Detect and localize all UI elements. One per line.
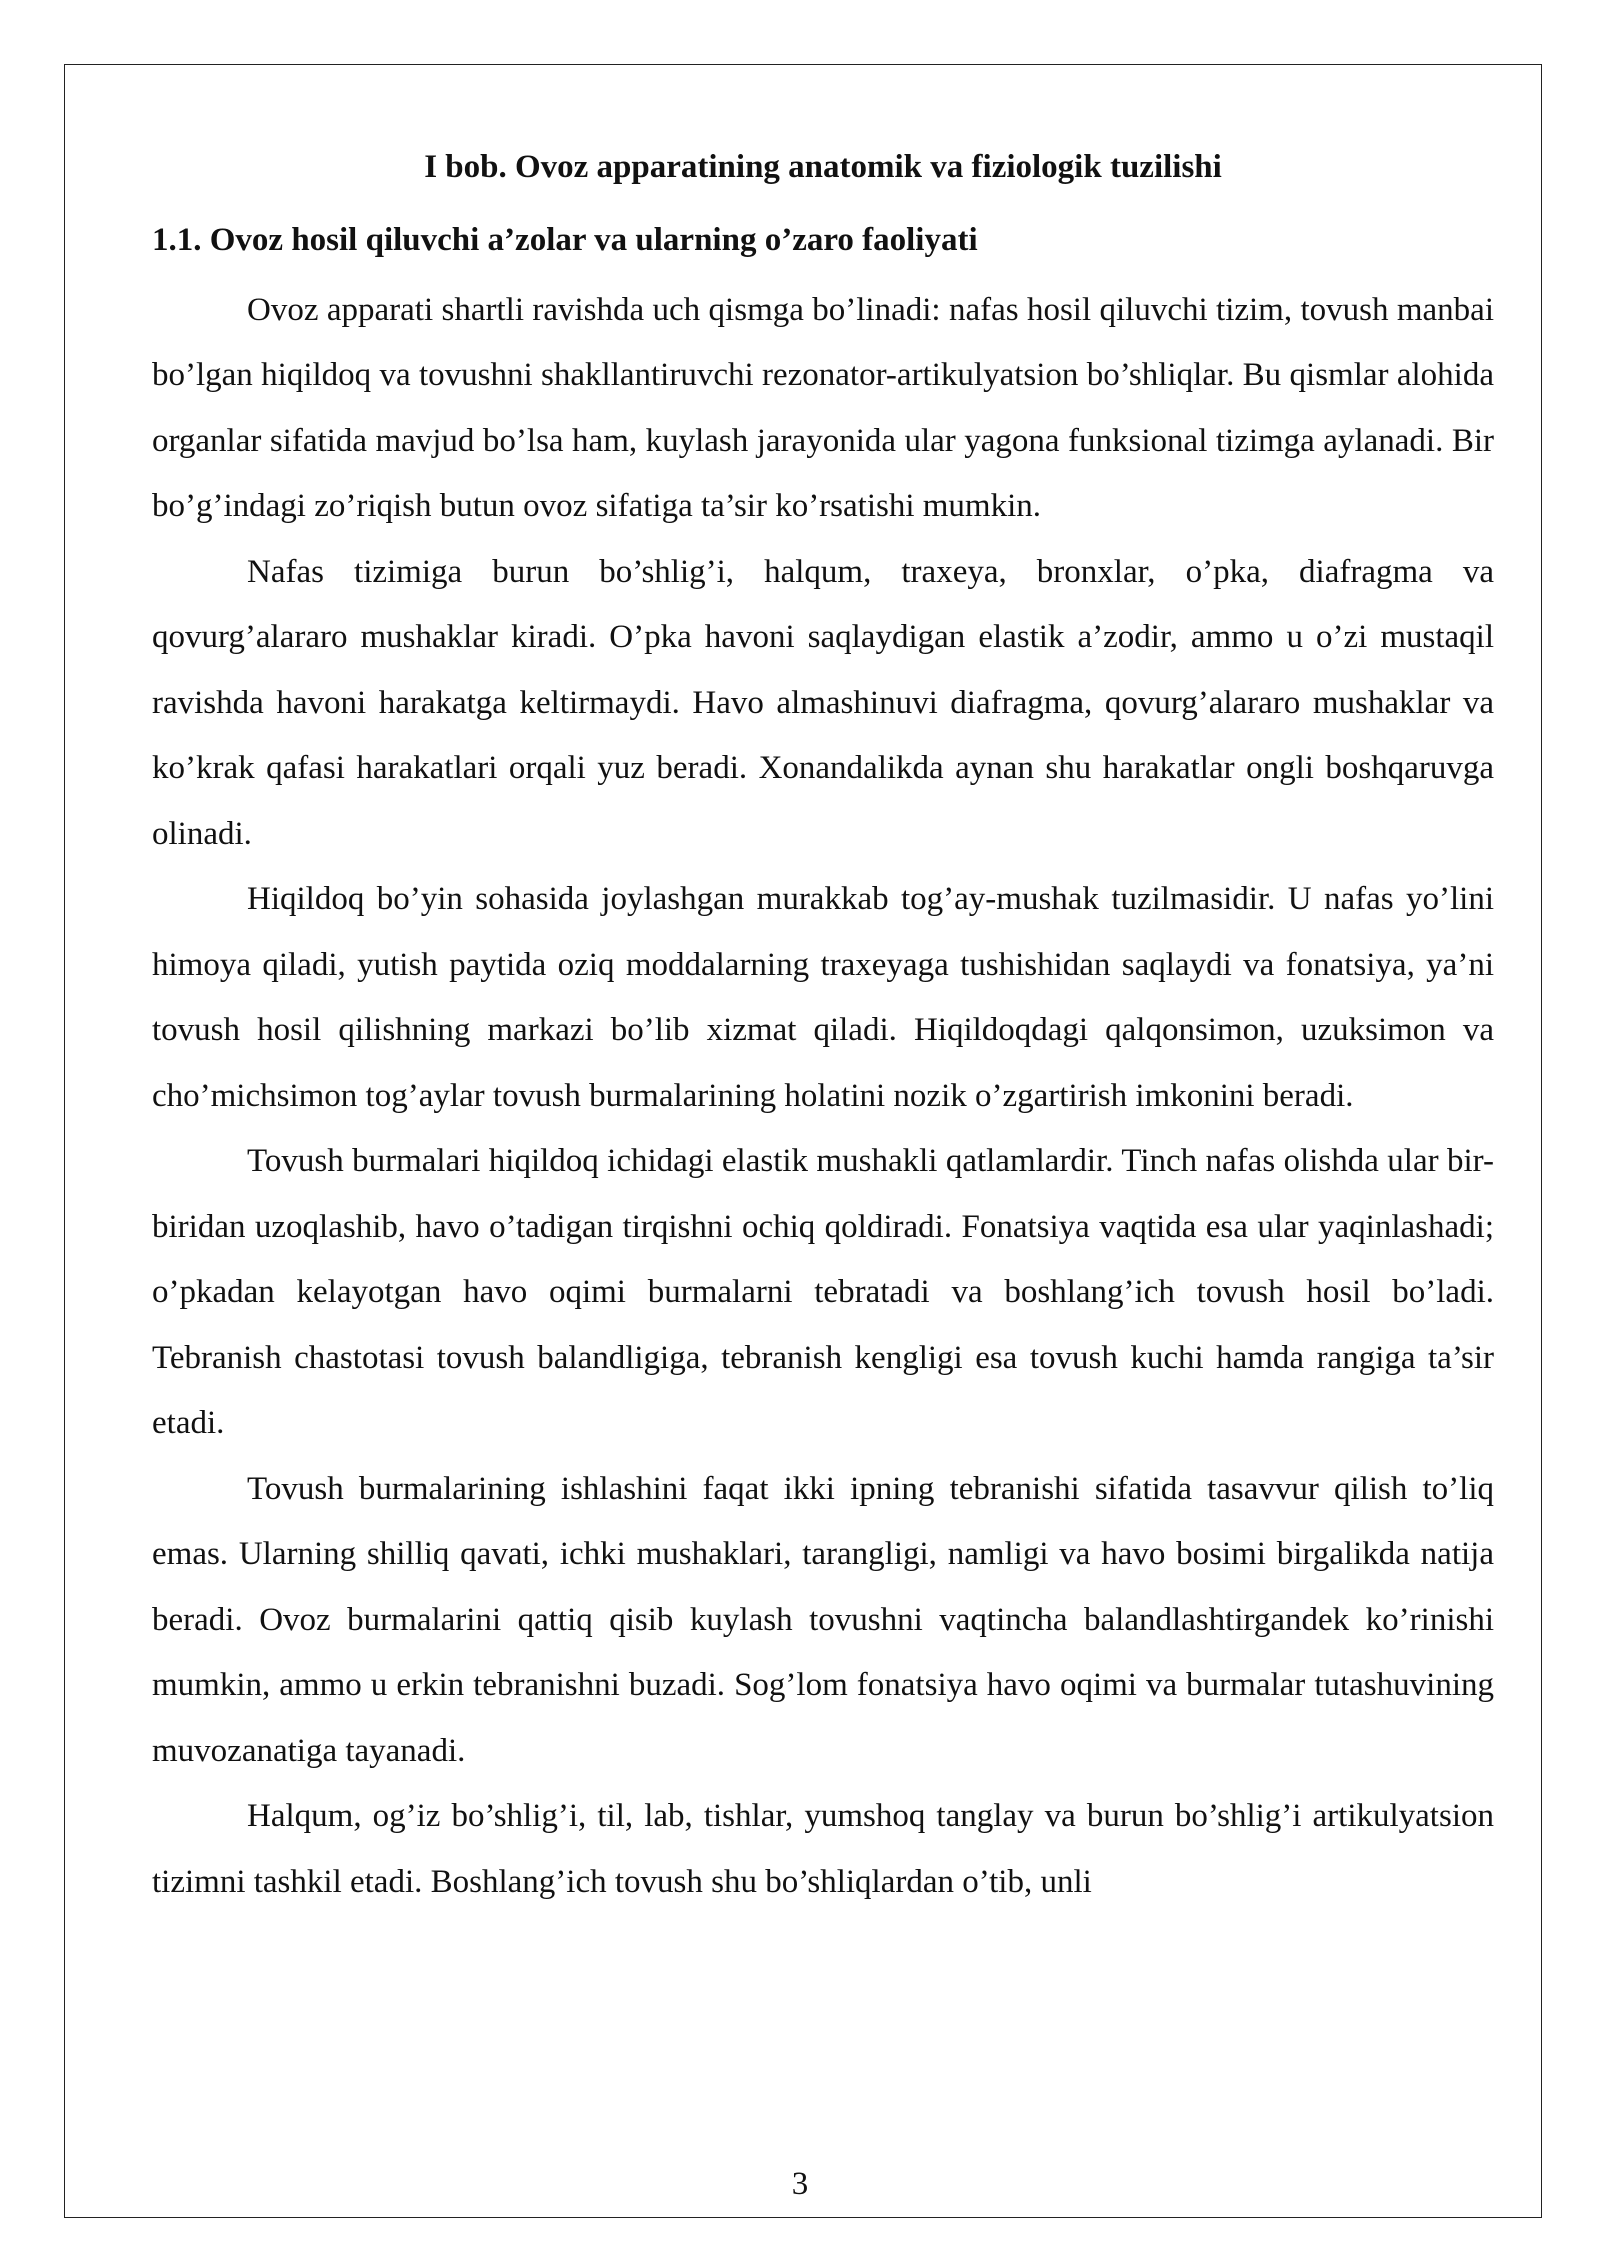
body-paragraph-4: Tovush burmalari hiqildoq ichidagi elastik mushakli qatlamlardir. Tinch nafas olishda ular bir-biridan uzoqlashib, havo o’tadigan tirqishni ochiq qoldiradi. Fonatsiya vaqtida esa ular yaqinlashadi; o’pkadan kelayotgan havo oqimi burmalarni tebratadi va boshlang’ich tovush hosil bo’ladi. Tebranish chastotasi tovush balandligiga, tebranish kengligi esa tovush kuchi hamda rangiga ta’sir etadi. [152, 1143, 1494, 1442]
chapter-title: I bob. Ovoz apparatining anatomik va fiziologik tuzilishi [424, 149, 1222, 185]
page-content [152, 146, 1494, 1915]
page-number: 3 [791, 2166, 809, 2202]
body-paragraph-2: Nafas tizimiga burun bo’shlig’i, halqum, traxeya, bronxlar, o’pka, diafragma va qovurg’alararo mushaklar kiradi. O’pka havoni saqlaydigan elastik a’zodir, ammo u o’zi mustaqil ravishda havoni harakatga keltirmaydi. Havo almashinuvi diafragma, qovurg’alararo mushaklar va ko’krak qafasi harakatlari orqali yuz beradi. Xonandalikda aynan shu harakatlar ongli boshqaruvga olinadi. [152, 553, 1494, 852]
body-paragraph-5: Tovush burmalarining ishlashini faqat ikki ipning tebranishi sifatida tasavvur qilish to’liq emas. Ularning shilliq qavati, ichki mushaklari, tarangligi, namligi va havo bosimi birgalikda natija beradi. Ovoz burmalarini qattiq qisib kuylash tovushni vaqtincha balandlashtirgandek ko’rinishi mumkin, ammo u erkin tebranishni buzadi. Sog’lom fonatsiya havo oqimi va burmalar tutashuvining muvozanatiga tayanadi. [152, 1470, 1494, 1769]
body-paragraph-6: Halqum, og’iz bo’shlig’i, til, lab, tishlar, yumshoq tanglay va burun bo’shlig’i artikulyatsion tizimni tashkil etadi. Boshlang’ich tovush shu bo’shliqlardan o’tib, unli [152, 1798, 1494, 1900]
body-paragraph-1: Ovoz apparati shartli ravishda uch qismga bo’linadi: nafas hosil qiluvchi tizim, tovush manbai bo’lgan hiqildoq va tovushni shakllantiruvchi rezonator-artikulyatsion bo’shliqlar. Bu qismlar alohida organlar sifatida mavjud bo’lsa ham, kuylash jarayonida ular yagona funksional tizimga aylanadi. Bir bo’g’indagi zo’riqish butun ovoz sifatiga ta’sir ko’rsatishi mumkin. [152, 291, 1494, 525]
section-title: 1.1. Ovoz hosil qiluvchi a’zolar va ularning o’zaro faoliyati [152, 221, 978, 258]
body-paragraph-3: Hiqildoq bo’yin sohasida joylashgan murakkab tog’ay-mushak tuzilmasidir. U nafas yo’lini himoya qiladi, yutish paytida oziq moddalarning traxeyaga tushishidan saqlaydi va fonatsiya, ya’ni tovush hosil qilishning markazi bo’lib xizmat qiladi. Hiqildoqdagi qalqonsimon, uzuksimon va cho’michsimon tog’aylar tovush burmalarining holatini nozik o’zgartirish imkonini beradi. [152, 881, 1494, 1114]
